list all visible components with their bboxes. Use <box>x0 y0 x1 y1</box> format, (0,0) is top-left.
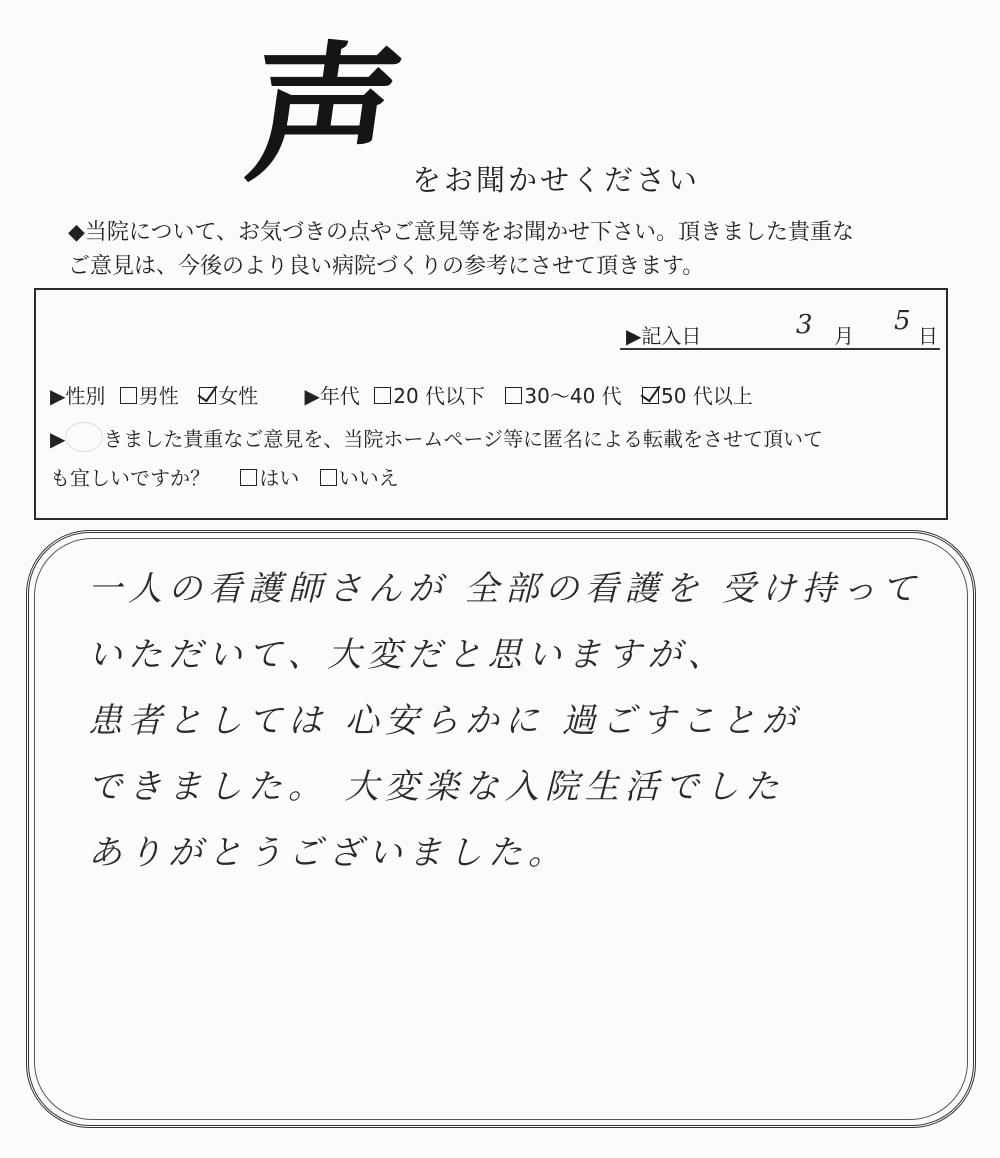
comment-line-3: 患者としては 心安らかに 過ごすことが <box>88 701 802 741</box>
age-label: ▶年代 <box>304 384 360 408</box>
gender-option-female[interactable]: 女性 <box>199 380 258 409</box>
smudge-mark <box>65 422 103 452</box>
consent-option-no[interactable]: いいえ <box>320 462 399 491</box>
age-option-20s[interactable]: 20 代以下 <box>374 380 485 409</box>
comment-line-4: できました。 大変楽な入院生活でした <box>88 767 785 807</box>
intro-line-2: ご意見は、今後のより良い病院づくりの参考にさせて頂きます。 <box>68 254 705 279</box>
gender-age-row <box>50 380 767 409</box>
date-month-unit: 月 <box>834 324 854 348</box>
intro-line-1: ◆当院について、お気づきの点やご意見等をお聞かせ下さい。頂きました貴重な <box>68 220 855 245</box>
page-subtitle: をお聞かせください <box>412 163 701 197</box>
consent-option-yes[interactable]: はい <box>240 462 299 491</box>
date-field[interactable] <box>620 306 940 350</box>
date-day-value: 5 <box>894 306 911 336</box>
consent-marker: ▶ <box>50 427 66 451</box>
consent-text-2: も宜しいですか？ <box>50 466 210 490</box>
checkbox-age-20s[interactable] <box>374 387 391 404</box>
checkbox-age-30-40s[interactable] <box>505 387 522 404</box>
checkbox-male[interactable] <box>120 387 137 404</box>
date-day-unit: 日 <box>918 324 938 348</box>
comment-line-1: 一人の看護師さんが 全部の看護を 受け持って <box>88 569 922 609</box>
gender-label: ▶性別 <box>50 384 106 408</box>
checkbox-yes[interactable] <box>240 469 257 486</box>
respondent-info-box <box>34 288 948 520</box>
checkbox-female-checked[interactable] <box>199 387 216 404</box>
age-option-30-40s[interactable]: 30～40 代 <box>505 380 621 409</box>
date-label: ▶記入日 <box>626 324 702 348</box>
handwritten-comment <box>88 556 948 886</box>
gender-option-male[interactable]: 男性 <box>120 380 179 409</box>
checkbox-no[interactable] <box>320 469 337 486</box>
consent-question-line-2 <box>50 462 413 491</box>
checkbox-age-50s-checked[interactable] <box>642 387 659 404</box>
date-month-value: 3 <box>796 310 813 340</box>
age-option-50s[interactable]: 50 代以上 <box>642 380 753 409</box>
comment-line-5: ありがとうございました。 <box>88 833 568 873</box>
consent-text-1: きました貴重なご意見を、当院ホームページ等に匿名による転載をさせて頂いて <box>103 427 823 451</box>
intro-text <box>68 216 948 284</box>
consent-question-line-1 <box>50 422 823 452</box>
comment-line-2: いただいて、大変だと思いますが、 <box>88 635 728 675</box>
page-title-kanji: 声 <box>237 27 413 203</box>
